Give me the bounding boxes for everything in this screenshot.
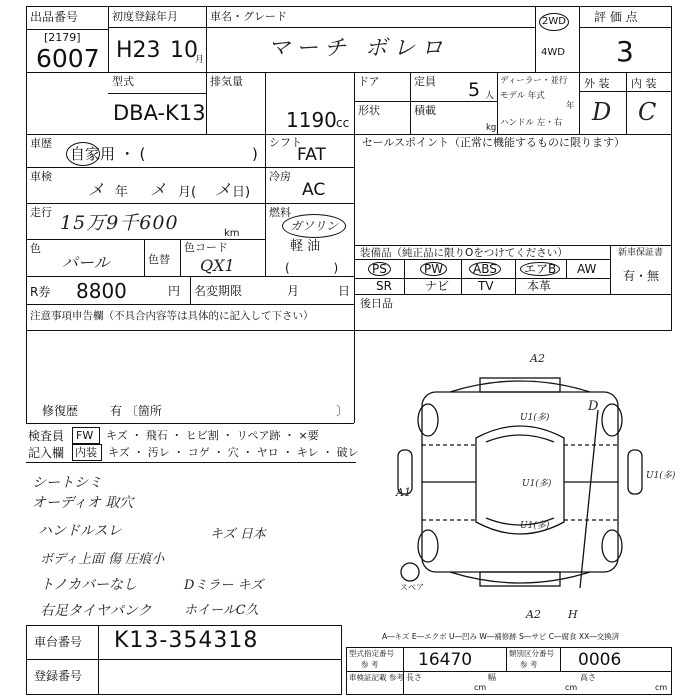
divider xyxy=(354,72,355,134)
capacity-unit: 人 xyxy=(485,91,495,101)
divider xyxy=(98,625,99,695)
inspection-label: 車検 xyxy=(30,170,52,183)
divider xyxy=(535,6,536,72)
equip-navi: ナビ xyxy=(425,279,450,293)
mileage-value: 15万9千600 xyxy=(60,212,179,234)
warranty-value: 有・無 xyxy=(623,269,660,283)
divider xyxy=(26,423,354,424)
chassis-label: 車台番号 xyxy=(34,635,83,649)
divider xyxy=(26,72,672,73)
history-value: 自家用 ・ ( xyxy=(70,145,146,163)
divider xyxy=(404,259,405,294)
capacity-label: 定員 xyxy=(414,75,436,88)
damage-mark: U1(多) xyxy=(646,471,676,481)
damage-mark: U1(多) xyxy=(520,521,550,531)
dealer-label: ディーラー・並行 xyxy=(500,76,568,86)
interior-tag-text: 内装 xyxy=(75,446,97,459)
recycle-label: R券 xyxy=(30,285,51,299)
interior-defects: キズ ・ 汚レ ・ コゲ ・ 穴 ・ ヤロ ・ キレ ・ 破レ xyxy=(108,446,359,459)
divider xyxy=(265,72,266,134)
model-designation-label: 型式指定番号 xyxy=(349,649,394,658)
car-name: マーチ ボレロ xyxy=(268,36,449,61)
divider xyxy=(515,259,516,294)
equip-sr: SR xyxy=(376,279,392,293)
equip-pw: PW xyxy=(420,262,447,276)
fuel-diesel: 軽 油 xyxy=(290,239,321,254)
divider xyxy=(354,294,672,295)
divider xyxy=(144,239,145,276)
damage-mark: A2 xyxy=(526,608,541,620)
divider xyxy=(354,134,355,331)
divider xyxy=(26,167,354,168)
divider xyxy=(180,239,181,276)
drive-2wd: 2WD xyxy=(539,13,569,31)
name-change-day: 日 xyxy=(338,284,351,298)
name-change-label: 名変期限 xyxy=(194,284,243,298)
color-label: 色 xyxy=(30,242,41,255)
spare-label: スペア xyxy=(400,583,424,592)
damage-mark: H xyxy=(568,608,578,620)
divider xyxy=(265,134,266,276)
divider xyxy=(403,647,404,695)
exterior-grade: D xyxy=(592,98,612,126)
inspection-month-unit: 月( xyxy=(178,185,197,200)
month-unit: 月 xyxy=(195,55,205,65)
category-number: 0006 xyxy=(578,650,622,670)
registration-month: 10 xyxy=(170,38,198,63)
door-label: ドア xyxy=(358,75,380,88)
chassis-number: K13-354318 xyxy=(114,628,259,653)
damage-mark: A1 xyxy=(396,486,411,499)
model-year-label: モデル 年式 xyxy=(500,91,545,101)
note-line: ボディ上面 傷 圧痕小 xyxy=(40,552,165,567)
score-label: 評 価 点 xyxy=(594,10,638,24)
damage-legend: A―キズ E―エクボ U―凹み W―補修跡 S―サビ C―腐食 XX―交換済 xyxy=(382,632,620,641)
divider xyxy=(108,27,206,28)
length-unit: cm xyxy=(474,683,487,692)
dimension-label: 車検証記載 参考 xyxy=(349,673,404,682)
drive-4wd: 4WD xyxy=(541,47,565,58)
registration-label: 登録番号 xyxy=(34,669,83,683)
equip-ps: PS xyxy=(368,262,391,276)
damage-mark: A2 xyxy=(530,352,545,365)
divider xyxy=(579,27,672,28)
load-unit: kg xyxy=(486,123,497,133)
ref-label-2: 参 考 xyxy=(520,660,538,669)
damage-mark: U1(多) xyxy=(520,413,550,423)
fuel-label: 燃料 xyxy=(269,206,291,219)
car-name-label: 車名・グレード xyxy=(210,10,287,23)
note-line: ハンドルスレ xyxy=(38,523,122,539)
warranty-label: 新車保証書 xyxy=(618,248,664,258)
divider xyxy=(354,331,355,423)
recycle-value: 8800 xyxy=(76,279,127,303)
fuel-paren: ( ) xyxy=(285,261,339,275)
note-line: トノカバーなし xyxy=(40,577,138,593)
interior-grade-label: 内 装 xyxy=(631,77,657,90)
divider xyxy=(26,462,356,463)
model-designation: 16470 xyxy=(418,650,473,670)
name-change-month: 月 xyxy=(287,284,300,298)
divider xyxy=(26,239,265,240)
note-line: 右足タイヤパンク xyxy=(40,603,152,619)
divider xyxy=(206,27,535,28)
exterior-grade-label: 外 装 xyxy=(584,77,610,90)
capacity-value: 5 xyxy=(468,79,481,101)
history-close: ) xyxy=(252,145,258,163)
divider xyxy=(560,647,561,671)
inspection-day-mark: メ xyxy=(215,180,232,199)
divider xyxy=(354,101,497,102)
inspection-day-unit: 日) xyxy=(232,185,251,200)
height-unit: cm xyxy=(655,683,668,692)
model-label: 型式 xyxy=(112,75,134,88)
divider xyxy=(566,259,567,278)
divider xyxy=(206,6,207,134)
divider xyxy=(579,6,580,134)
divider xyxy=(108,6,109,72)
ac-value: AC xyxy=(302,180,326,200)
width-unit: cm xyxy=(565,683,578,692)
color-code-label: 色コード xyxy=(184,241,228,254)
shape-label: 形状 xyxy=(358,104,380,117)
lot-number-sub: [2179] xyxy=(44,31,81,44)
color-code: QX1 xyxy=(200,256,235,275)
divider xyxy=(610,245,611,294)
history-label: 車歴 xyxy=(30,137,52,150)
divider xyxy=(26,659,342,660)
divider xyxy=(626,72,627,134)
exterior-defects: キズ ・ 飛石 ・ ヒビ割 ・ リペア跡 ・ ×要 xyxy=(106,429,319,442)
divider xyxy=(354,245,672,246)
divider xyxy=(410,72,411,134)
repair-history-value: 有 〔箇所 xyxy=(110,404,162,418)
divider xyxy=(461,259,462,294)
equip-tv: TV xyxy=(478,279,494,293)
recycle-unit: 円 xyxy=(168,284,181,298)
mileage-label: 走行 xyxy=(30,206,52,219)
equipment-label: 装備品（純正品に限りOをつけてください） xyxy=(360,247,568,259)
height-label: 高さ xyxy=(580,673,596,682)
fitted-items-label: 後日品 xyxy=(360,297,393,310)
ac-label: 冷房 xyxy=(269,170,291,183)
interior-grade: C xyxy=(638,98,657,126)
lot-number: 6007 xyxy=(36,44,100,73)
registration-era-year: H23 xyxy=(116,38,161,63)
divider xyxy=(346,671,672,672)
year-unit: 年 xyxy=(566,101,575,111)
category-label: 類別区分番号 xyxy=(509,649,554,658)
divider xyxy=(190,276,191,304)
sales-point-label: セールスポイント（正常に機能するものに限ります） xyxy=(362,136,626,149)
equip-aw: AW xyxy=(577,262,597,276)
car-diagram xyxy=(380,350,680,620)
displacement-label: 排気量 xyxy=(210,75,243,88)
equip-abs: ABS xyxy=(469,262,501,276)
color-change-label: 色替 xyxy=(148,253,170,266)
note-line: オーディオ 取穴 xyxy=(32,495,134,511)
repair-history-label: 修復歴 xyxy=(42,404,79,418)
divider xyxy=(354,259,610,260)
note-line: シートシミ xyxy=(32,475,102,491)
width-label: 幅 xyxy=(488,673,496,682)
equip-leather: 本革 xyxy=(527,279,552,293)
score-value: 3 xyxy=(616,35,634,68)
note-line-right: キズ 日本 xyxy=(210,527,266,542)
damage-mark: D xyxy=(588,399,599,414)
length-label: 長さ xyxy=(406,673,422,682)
private-use-circle xyxy=(66,142,100,166)
inspection-year-mark: メ xyxy=(88,180,105,199)
model-code: DBA-K13 xyxy=(113,101,206,125)
inspector-label: 検査員 xyxy=(28,429,65,443)
divider xyxy=(497,72,498,134)
notes-label: 注意事項申告欄（不具合内容等は具体的に記入して下さい） xyxy=(30,310,314,322)
divider xyxy=(26,331,27,423)
displacement-unit: cc xyxy=(336,116,350,130)
divider xyxy=(26,134,672,135)
divider xyxy=(108,93,206,94)
equip-airbag: エアB xyxy=(520,262,560,276)
note-line-right: Dミラー キズ xyxy=(184,578,264,593)
ref-label-1: 参 考 xyxy=(361,660,379,669)
repair-history-close: 〕 xyxy=(336,404,349,418)
fill-label: 記入欄 xyxy=(28,446,65,460)
shift-label: シフト xyxy=(269,136,302,149)
fuel-gasoline-circle xyxy=(282,214,346,238)
mileage-unit: km xyxy=(224,228,240,239)
note-line-right: ホイールC久 xyxy=(184,603,259,618)
divider xyxy=(26,29,108,30)
displacement-value: 1190 xyxy=(286,108,337,132)
damage-mark: U1(多) xyxy=(522,479,552,489)
lot-number-label: 出品番号 xyxy=(30,10,79,24)
shift-value: FAT xyxy=(297,145,326,165)
first-registration-label: 初度登録年月 xyxy=(112,10,178,23)
load-label: 積載 xyxy=(414,104,436,117)
exterior-tag-text: FW xyxy=(76,429,94,442)
divider xyxy=(506,647,507,671)
divider xyxy=(26,304,354,305)
handle-label: ハンドル 左・右 xyxy=(500,118,563,128)
inspection-year-unit: 年 xyxy=(115,185,129,200)
divider xyxy=(26,203,354,204)
fuel-gasoline: ガソリン xyxy=(290,219,339,233)
color-value: パール xyxy=(62,253,110,272)
inspection-month-mark: メ xyxy=(150,180,167,199)
